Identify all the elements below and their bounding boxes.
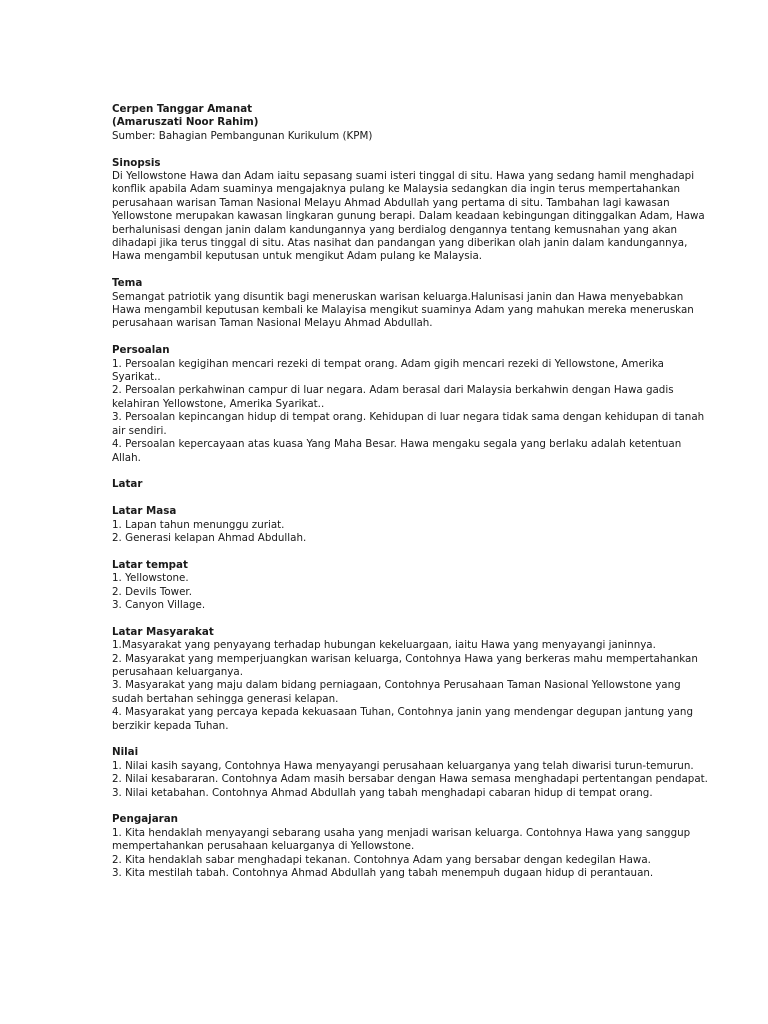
text-line: 4. Masyarakat yang percaya kepada kekuasaan Tuhan, Contohnya janin yang mendengar degupan jantung yang: [112, 706, 693, 719]
text-line: 3. Persoalan kepincangan hidup di tempat orang. Kehidupan di luar negara tidak sama dengan kehidupan di tanah: [112, 411, 705, 424]
section-latar-masa: [112, 505, 672, 545]
text-line: air sendiri.: [112, 424, 167, 437]
text-line: Di Yellowstone Hawa dan Adam iaitu sepasang suami isteri tinggal di situ. Hawa yang sedang hamil menghadapi: [112, 170, 695, 183]
text-line: kelahiran Yellowstone, Amerika Syarikat..: [112, 397, 325, 410]
text-line: Yellowstone merupakan kawasan lingkaran gunung berapi. Dalam keadaan kebingungan ditinggalkan Adam, Hawa: [112, 210, 705, 223]
text-line: berzikir kepada Tuhan.: [112, 719, 229, 732]
document-page: [112, 103, 708, 894]
document-title: Cerpen Tanggar Amanat: [112, 103, 253, 115]
section-heading: Sinopsis: [112, 156, 161, 169]
text-line: 1. Nilai kasih sayang, Contohnya Hawa menyayangi perusahaan keluarganya yang telah diwarisi turun-temurun.: [112, 759, 694, 772]
text-line: 3. Nilai ketabahan. Contohnya Ahmad Abdullah yang tabah menghadapi cabaran hidup di tempat orang.: [112, 786, 653, 799]
text-line: 3. Masyarakat yang maju dalam bidang perniagaan, Contohnya Perusahaan Taman Nasional Yellowstone yang: [112, 679, 681, 692]
text-line: 1.Masyarakat yang penyayang terhadap hubungan kekeluargaan, iaitu Hawa yang menyayangi janinnya.: [112, 639, 656, 652]
text-line: 1. Persoalan kegigihan mencari rezeki di tempat orang. Adam gigih mencari rezeki di Yellowstone, Amerika: [112, 357, 664, 370]
section-latar-masyarakat: [112, 625, 698, 733]
section-heading: Tema: [112, 277, 143, 290]
document-sections: [112, 156, 708, 881]
text-line: perusahaan warisan Taman Nasional Melayu Ahmad Abdullah yang pertama di situ. Tambahan lagi kawasan: [112, 196, 670, 209]
text-line: 2. Generasi kelapan Ahmad Abdullah.: [112, 531, 307, 544]
text-line: perusahaan keluarganya.: [112, 665, 243, 678]
section-latar: [112, 478, 672, 491]
document-source: Sumber: Bahagian Pembangunan Kurikulum (KPM): [112, 129, 373, 142]
text-line: Syarikat..: [112, 371, 161, 384]
text-line: mempertahankan perusahaan keluarganya di Yellowstone.: [112, 840, 415, 853]
text-line: Hawa mengambil keputusan untuk mengikut Adam pulang ke Malaysia.: [112, 250, 483, 263]
text-line: 2. Devils Tower.: [112, 585, 192, 598]
text-line: 3. Kita mestilah tabah. Contohnya Ahmad Abdullah yang tabah menempuh dugaan hidup di perantauan.: [112, 867, 654, 880]
section-heading: Latar Masyarakat: [112, 625, 214, 638]
text-line: 2. Masyarakat yang memperjuangkan warisan keluarga, Contohnya Hawa yang berkeras mahu mempertahankan: [112, 652, 698, 665]
section-pengajaran: [112, 813, 691, 880]
text-line: 2. Kita hendaklah sabar menghadapi tekanan. Contohnya Adam yang bersabar dengan kedegilan Hawa.: [112, 853, 651, 866]
text-line: 2. Nilai kesabararan. Contohnya Adam masih bersabar dengan Hawa semasa menghadapi pertentangan pendapat.: [112, 773, 708, 786]
section-heading: Pengajaran: [112, 813, 179, 826]
section-sinopsis: [112, 156, 705, 264]
text-line: Allah.: [112, 451, 141, 464]
text-line: Hawa mengambil keputusan kembali ke Malayisa mengikut suaminya Adam yang mahukan mereka meneruskan: [112, 304, 694, 317]
section-heading: Latar tempat: [112, 558, 188, 571]
text-line: perusahaan warisan Taman Nasional Melayu Ahmad Abdullah.: [112, 317, 433, 330]
section-persoalan: [112, 344, 705, 465]
text-line: 3. Canyon Village.: [112, 598, 206, 611]
section-heading: Persoalan: [112, 344, 170, 357]
text-line: 1. Lapan tahun menunggu zuriat.: [112, 518, 285, 531]
text-line: berhalunisasi dengan janin dalam kandungannya yang berdialog dengannya tentang kemusnahan yang akan: [112, 223, 678, 236]
text-line: 1. Yellowstone.: [112, 572, 189, 585]
section-latar-tempat: [112, 559, 672, 613]
text-line: Semangat patriotik yang disuntik bagi meneruskan warisan keluarga.Halunisasi janin dan Hawa menyebabkan: [112, 290, 684, 303]
document-author: (Amaruszati Noor Rahim): [112, 116, 259, 129]
text-line: konflik apabila Adam suaminya mengajaknya pulang ke Malaysia sedangkan dia ingin terus mempertahankan: [112, 183, 681, 196]
text-line: dihadapi jika terus tinggal di situ. Atas nasihat dan pandangan yang diberikan olah janin dalam kandungannya,: [112, 237, 688, 250]
section-heading: Nilai: [112, 746, 139, 759]
text-line: 1. Kita hendaklah menyayangi sebarang usaha yang menjadi warisan keluarga. Contohnya Hawa yang sanggup: [112, 826, 691, 839]
section-heading: Latar Masa: [112, 505, 177, 518]
text-line: 2. Persoalan perkahwinan campur di luar negara. Adam berasal dari Malaysia berkahwin dengan Hawa gadis: [112, 384, 674, 397]
section-tema: [112, 277, 694, 331]
text-line: sudah bertahan sehingga generasi kelapan.: [112, 692, 339, 705]
text-line: 4. Persoalan kepercayaan atas kuasa Yang Maha Besar. Hawa mengaku segala yang berlaku adalah ketentuan: [112, 438, 682, 451]
document-header: [112, 103, 672, 143]
section-heading: Latar: [112, 478, 143, 491]
section-nilai: [112, 746, 708, 800]
